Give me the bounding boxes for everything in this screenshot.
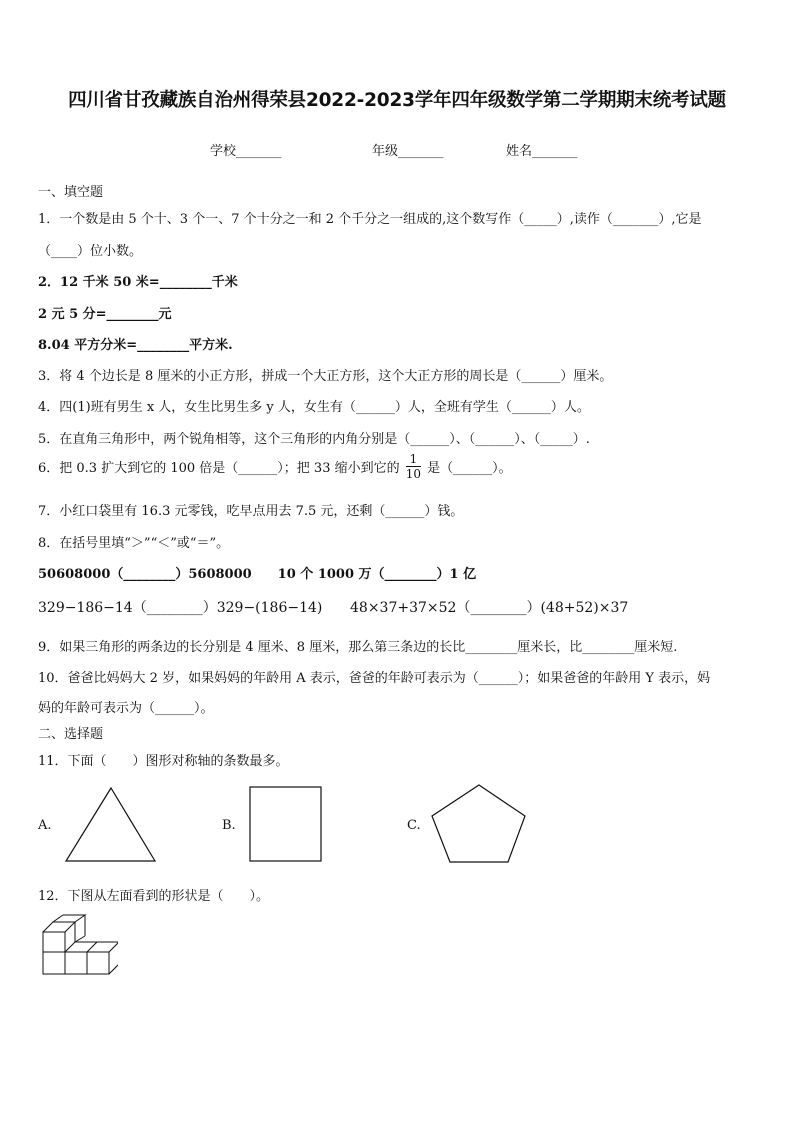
question-6-suffix: 是（______）。 xyxy=(427,461,512,476)
name-field: 姓名_______ xyxy=(506,144,578,159)
fraction-denominator: 10 xyxy=(405,467,422,481)
question-4: 4．四(1)班有男生 x 人，女生比男生多 y 人，女生有（______）人，全班有学生（______）人。 xyxy=(38,400,590,415)
question-7: 7．小红口袋里有 16.3 元零钱，吃早点用去 7.5 元，还剩（______）钱。 xyxy=(38,504,464,519)
grade-field: 年级_______ xyxy=(372,144,444,159)
question-2-line-1: 2．12 千米 50 米=________千米 xyxy=(38,275,238,290)
question-10-line-1: 10．爸爸比妈妈大 2 岁，如果妈妈的年龄用 A 表示，爸爸的年龄可表示为（______）；如果爸爸的年龄用 Y 表示，妈 xyxy=(38,671,711,686)
section-choice: 二、选择题 xyxy=(38,727,104,742)
pentagon-figure xyxy=(428,782,530,866)
question-12: 12．下图从左面看到的形状是（ ）。 xyxy=(38,889,270,904)
question-1-line-1: 1．一个数是由 5 个十、3 个一、7 个十分之一和 2 个千分之一组成的,这个数写作（_____）,读作（_______）,它是 xyxy=(38,212,702,227)
question-6 xyxy=(38,452,512,481)
option-c-label: C. xyxy=(407,818,421,833)
question-2-line-3: 8.04 平方分米=________平方米. xyxy=(38,338,233,353)
question-8-row-2a: 329−186−14（________）329−(186−14) xyxy=(38,600,323,616)
question-8-row-1: 50608000（________）5608000 10 个 1000 万（________）1 亿 xyxy=(38,567,477,582)
question-6-prefix: 6．把 0.3 扩大到它的 100 倍是（______）；把 33 缩小到它的 xyxy=(38,461,400,476)
question-8: 8．在括号里填“＞”“＜”或“＝”。 xyxy=(38,536,230,551)
question-3: 3．将 4 个边长是 8 厘米的小正方形，拼成一个大正方形，这个大正方形的周长是（______）厘米。 xyxy=(38,369,613,384)
question-2-line-2: 2 元 5 分=________元 xyxy=(38,307,172,322)
section-fill-in: 一、填空题 xyxy=(38,185,104,200)
question-9: 9．如果三角形的两条边的长分别是 4 厘米、8 厘米，那么第三条边的长比________厘米长，比________厘米短. xyxy=(38,640,678,655)
school-field: 学校_______ xyxy=(210,144,282,159)
square-figure xyxy=(248,786,324,864)
question-1-line-2: （____）位小数。 xyxy=(38,244,143,259)
cube-stack-figure xyxy=(38,914,118,978)
option-b-label: B. xyxy=(222,818,236,833)
fraction-one-tenth xyxy=(406,452,421,481)
fraction-numerator: 1 xyxy=(406,452,421,467)
question-11: 11．下面（ ）图形对称轴的条数最多。 xyxy=(38,754,289,769)
question-10-line-2: 妈的年龄可表示为（______）。 xyxy=(38,701,214,716)
triangle-figure xyxy=(64,786,158,864)
page-title: 四川省甘孜藏族自治州得荣县2022-2023学年四年级数学第二学期期末统考试题 xyxy=(68,90,726,111)
question-5: 5．在直角三角形中，两个锐角相等，这个三角形的内角分别是（______）、（______）、（_____）. xyxy=(38,432,590,447)
question-8-row-2b: 48×37+37×52（________）(48+52)×37 xyxy=(350,600,629,616)
option-a-label: A. xyxy=(38,818,52,833)
